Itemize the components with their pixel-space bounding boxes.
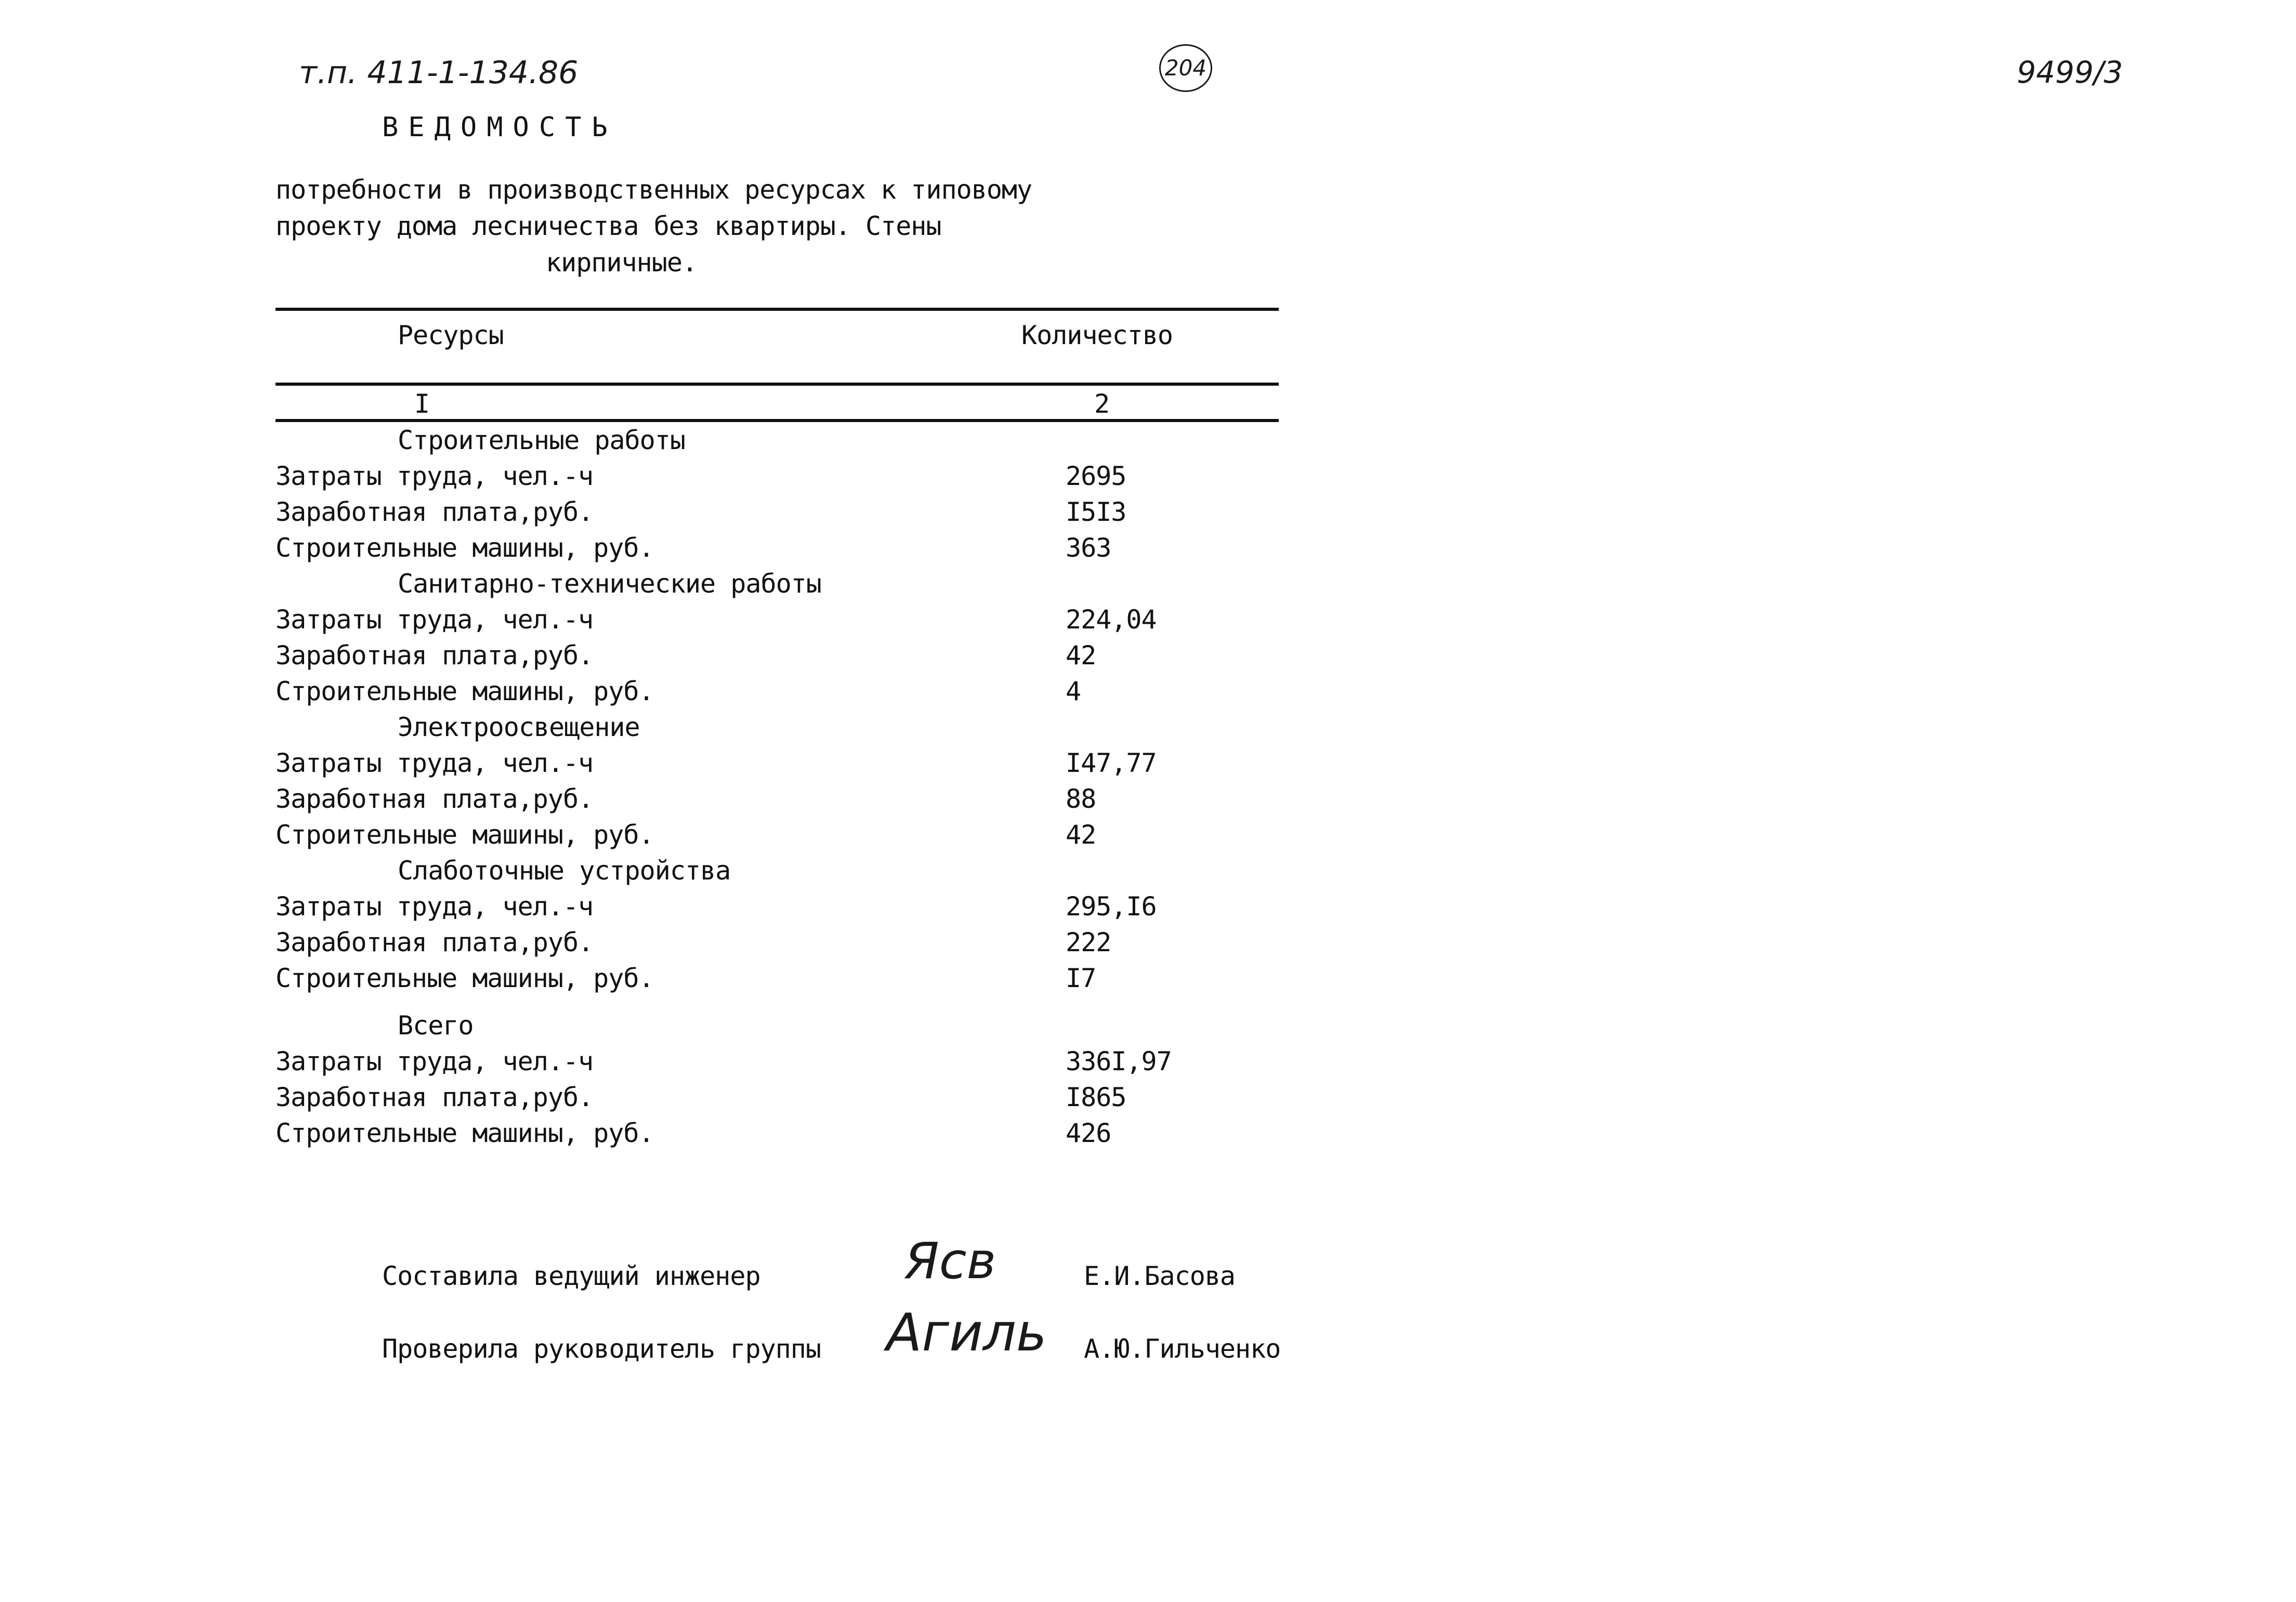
resource-label: Затраты труда, чел.-ч xyxy=(275,1046,594,1076)
section-heading: Строительные работы xyxy=(398,425,685,455)
quantity-value: 222 xyxy=(1066,927,1111,957)
section-heading-row xyxy=(275,566,1279,601)
subtitle-line-3: кирпичные. xyxy=(546,247,698,278)
quantity-value: 224,04 xyxy=(1066,605,1157,635)
table-row xyxy=(275,494,1279,530)
quantity-value: I7 xyxy=(1066,963,1096,993)
checked-by-signature: Агиль xyxy=(886,1302,1047,1363)
resource-label: Затраты труда, чел.-ч xyxy=(275,748,594,778)
quantity-value: 336I,97 xyxy=(1066,1046,1172,1076)
section-heading: Слаботочные устройства xyxy=(398,856,731,886)
table-row xyxy=(275,637,1279,673)
quantity-value: 42 xyxy=(1066,820,1096,850)
section-heading: Санитарно-технические работы xyxy=(398,569,821,599)
section-heading-row xyxy=(275,1007,1279,1043)
quantity-value: 2695 xyxy=(1066,461,1126,491)
subtitle-line-1: потребности в производственных ресурсах к типовому xyxy=(275,175,1032,205)
column-header-resources: Ресурсы xyxy=(398,320,504,350)
quantity-value: 426 xyxy=(1066,1118,1111,1148)
quantity-value: 363 xyxy=(1066,533,1111,563)
table-row xyxy=(275,745,1279,781)
quantity-value: 4 xyxy=(1066,676,1081,706)
table-row xyxy=(275,781,1279,817)
resources-table-body xyxy=(275,422,1279,1151)
section-heading: Электроосвещение xyxy=(398,712,640,742)
section-heading: Всего xyxy=(398,1010,474,1041)
table-row xyxy=(275,458,1279,494)
compiled-by-role: Составила ведущий инженер xyxy=(382,1261,760,1291)
section-heading-row xyxy=(275,422,1279,458)
table-rule-top xyxy=(275,308,1279,311)
resource-label: Затраты труда, чел.-ч xyxy=(275,605,594,635)
column-number-2: 2 xyxy=(1094,389,1110,419)
resource-label: Затраты труда, чел.-ч xyxy=(275,891,594,922)
quantity-value: I5I3 xyxy=(1066,497,1126,527)
subtitle-line-2: проекту дома лесничества без квартиры. Стены xyxy=(275,211,941,241)
resource-label: Строительные машины, руб. xyxy=(275,533,654,563)
table-row xyxy=(275,1043,1279,1079)
quantity-value: 295,I6 xyxy=(1066,891,1157,922)
compiled-by-signature: Ясв xyxy=(904,1232,996,1290)
resource-label: Строительные машины, руб. xyxy=(275,963,654,993)
table-row xyxy=(275,817,1279,852)
section-heading-row xyxy=(275,709,1279,745)
resource-label: Заработная плата,руб. xyxy=(275,784,594,814)
document-title: ВЕДОМОСТЬ xyxy=(382,112,618,143)
archive-number: 9499/3 xyxy=(2017,55,2123,90)
table-row xyxy=(275,888,1279,924)
resource-label: Заработная плата,руб. xyxy=(275,640,594,671)
table-row xyxy=(275,601,1279,637)
checked-by-role: Проверила руководитель группы xyxy=(382,1334,821,1364)
section-heading-row xyxy=(275,852,1279,888)
quantity-value: 88 xyxy=(1066,784,1096,814)
resource-label: Заработная плата,руб. xyxy=(275,927,594,957)
column-header-quantity: Количество xyxy=(1021,320,1173,350)
table-row xyxy=(275,673,1279,709)
column-number-1: I xyxy=(414,389,430,419)
resource-label: Строительные машины, руб. xyxy=(275,820,654,850)
resource-label: Заработная плата,руб. xyxy=(275,497,594,527)
resource-label: Заработная плата,руб. xyxy=(275,1082,594,1112)
quantity-value: I865 xyxy=(1066,1082,1126,1112)
table-row xyxy=(275,924,1279,960)
quantity-value: 42 xyxy=(1066,640,1096,671)
table-row xyxy=(275,1115,1279,1151)
table-row xyxy=(275,530,1279,566)
table-row xyxy=(275,1079,1279,1115)
checked-by-name: А.Ю.Гильченко xyxy=(1084,1334,1281,1364)
resource-label: Строительные машины, руб. xyxy=(275,1118,654,1148)
compiled-by-name: Е.И.Басова xyxy=(1084,1261,1236,1291)
resource-label: Затраты труда, чел.-ч xyxy=(275,461,594,491)
page-number-stamp: 204 xyxy=(1159,44,1212,92)
resource-label: Строительные машины, руб. xyxy=(275,676,654,706)
quantity-value: I47,77 xyxy=(1066,748,1157,778)
document-code: т.п. 411-1-134.86 xyxy=(299,55,579,91)
table-row xyxy=(275,960,1279,996)
